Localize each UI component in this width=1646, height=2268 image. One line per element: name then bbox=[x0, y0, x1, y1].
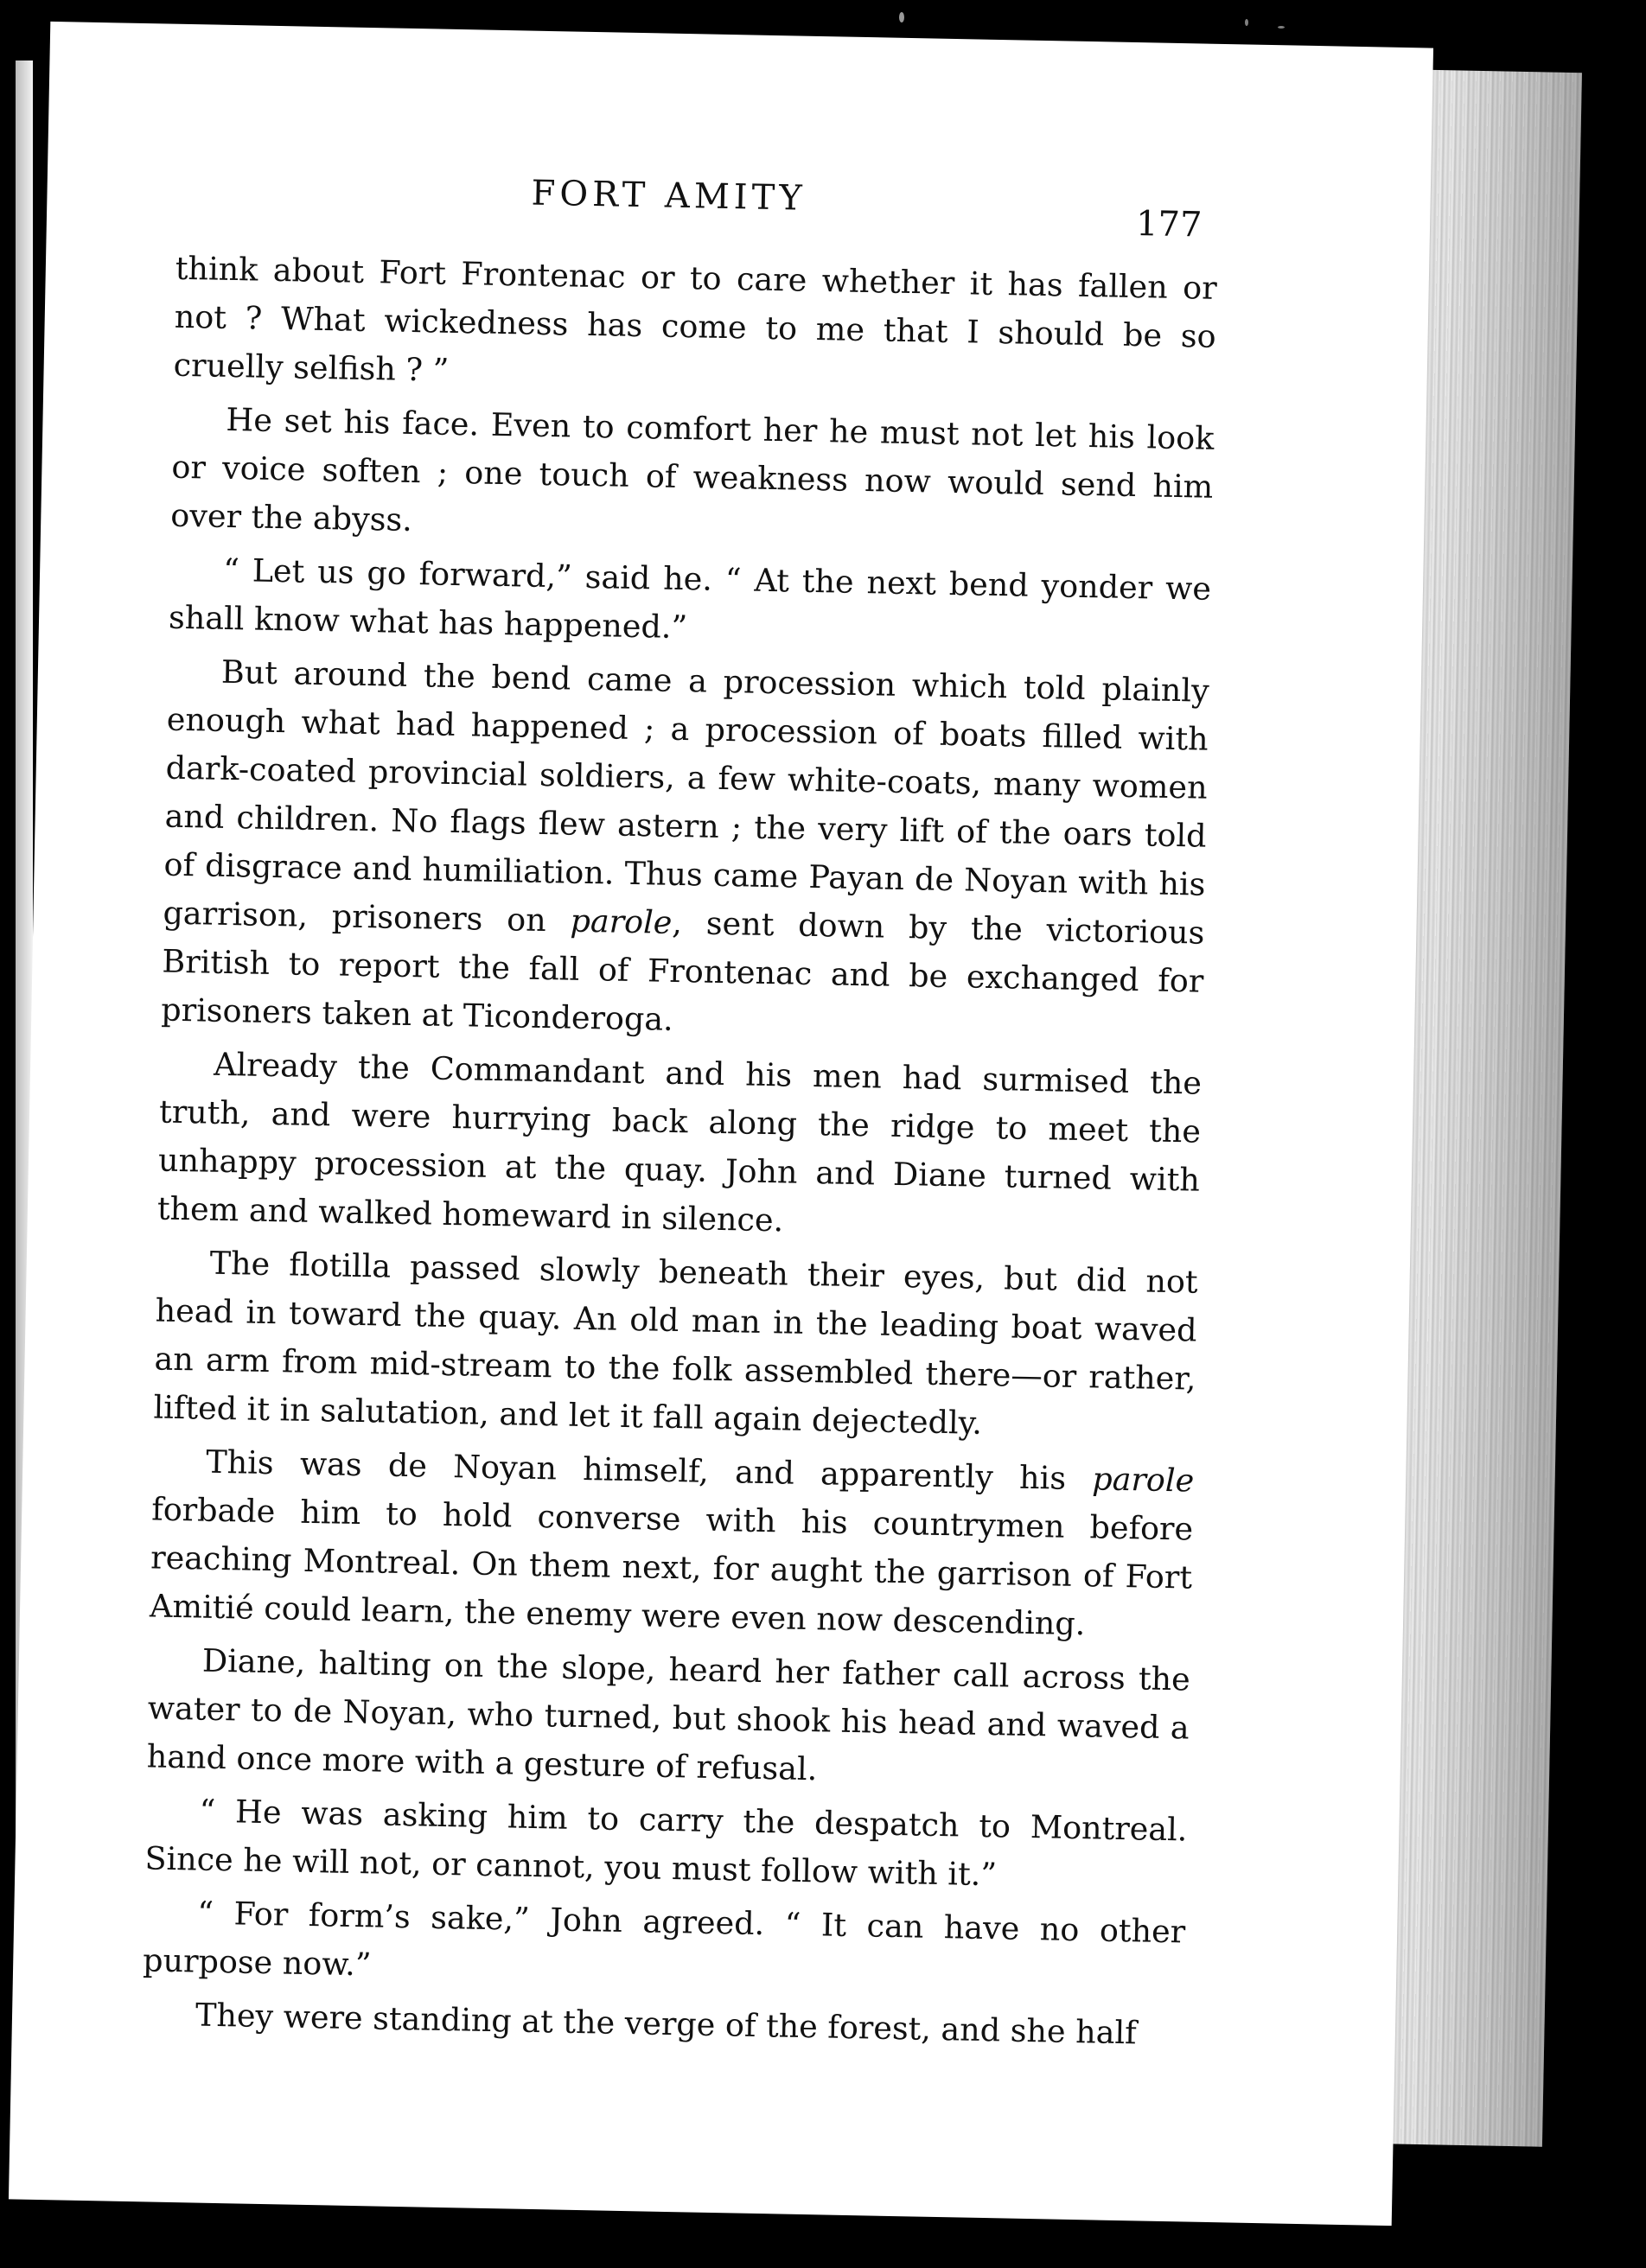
paragraph-text: “ For form’s sake,” John agreed. “ It can have no other purpose now.” bbox=[142, 1894, 1186, 1984]
book-page bbox=[9, 22, 1433, 2226]
paragraph-text: The flotilla passed slowly beneath their eyes, but did not head in toward the quay. An old man in the leading boat waved an arm from mid-stream to the folk assembled there—or rather, lifted it in salutation, and let it fall again dejectedly. bbox=[153, 1244, 1198, 1442]
paragraph-text: This was de Noyan himself, and apparently his bbox=[205, 1443, 1093, 1498]
paragraph-text: He set his face. Even to comfort her he must not let his look or voice soften ; one touch of weakness now would send him over the abyss. bbox=[169, 400, 1215, 539]
paragraph-4 bbox=[161, 647, 1209, 1054]
paragraph-8 bbox=[146, 1635, 1190, 1800]
paragraph-text: But around the bend came a procession which told plainly enough what had happened ; a procession of boats filled with dark-coated provincial soldiers, a few white-coats, many women and children. No flags flew astern ; the very lift of the oars told of disgrace and humiliation. Thus came Payan de Noyan with his garrison, prisoners on bbox=[163, 653, 1210, 940]
paragraph-text: “ Let us go forward,” said he. “ At the next bend yonder we shall know what has happened.” bbox=[168, 551, 1212, 647]
paragraph-10 bbox=[143, 1888, 1186, 2004]
scan-speck bbox=[1278, 26, 1285, 29]
body-text bbox=[142, 245, 1218, 2059]
italic-word: parole bbox=[570, 901, 673, 941]
paragraph-text: think about Fort Frontenac or to care whether it has fallen or not ? What wickedness has come to me that I should be so cruelly selfish ? ” bbox=[173, 249, 1218, 389]
paragraph-text: “ He was asking him to carry the despatch to Montreal. Since he will not, or cannot, you must follow with it.” bbox=[144, 1792, 1188, 1894]
paragraph-text: They were standing at the verge of the forest, and she half bbox=[195, 1996, 1138, 2052]
paragraph-text-continued: forbade him to hold converse with his countrymen before reaching Montreal. On them next, for aught the garrison of Fort Amitié could learn, the enemy were even now descending. bbox=[149, 1490, 1194, 1643]
scan-speck bbox=[899, 12, 904, 22]
paragraph-6 bbox=[153, 1238, 1198, 1451]
paragraph-2 bbox=[170, 395, 1215, 560]
scan-speck bbox=[1245, 19, 1248, 26]
running-title: FORT AMITY bbox=[531, 173, 807, 219]
paragraph-3 bbox=[169, 545, 1212, 662]
paragraph-9 bbox=[144, 1786, 1188, 1902]
paragraph-text-continued: , sent down by the victorious British to report the fall of Frontenac and be exchanged for prisoners taken at Ticonderoga. bbox=[161, 903, 1205, 1038]
paragraph-text: Already the Commandant and his men had surmised the truth, and were hurrying back along the ridge to meet the unhappy procession at the quay. John and Diane turned with them and walked homeward in silence. bbox=[156, 1045, 1203, 1239]
page-number: 177 bbox=[1135, 204, 1203, 245]
paragraph-7 bbox=[150, 1437, 1195, 1650]
paragraph-1 bbox=[173, 245, 1217, 410]
italic-word: parole bbox=[1091, 1460, 1195, 1500]
paragraph-5 bbox=[156, 1040, 1202, 1253]
paragraph-text: Diane, halting on the slope, heard her father call across the water to de Noyan, who turned, but shook his head and waved a hand once more with a gesture of refusal. bbox=[146, 1641, 1191, 1788]
